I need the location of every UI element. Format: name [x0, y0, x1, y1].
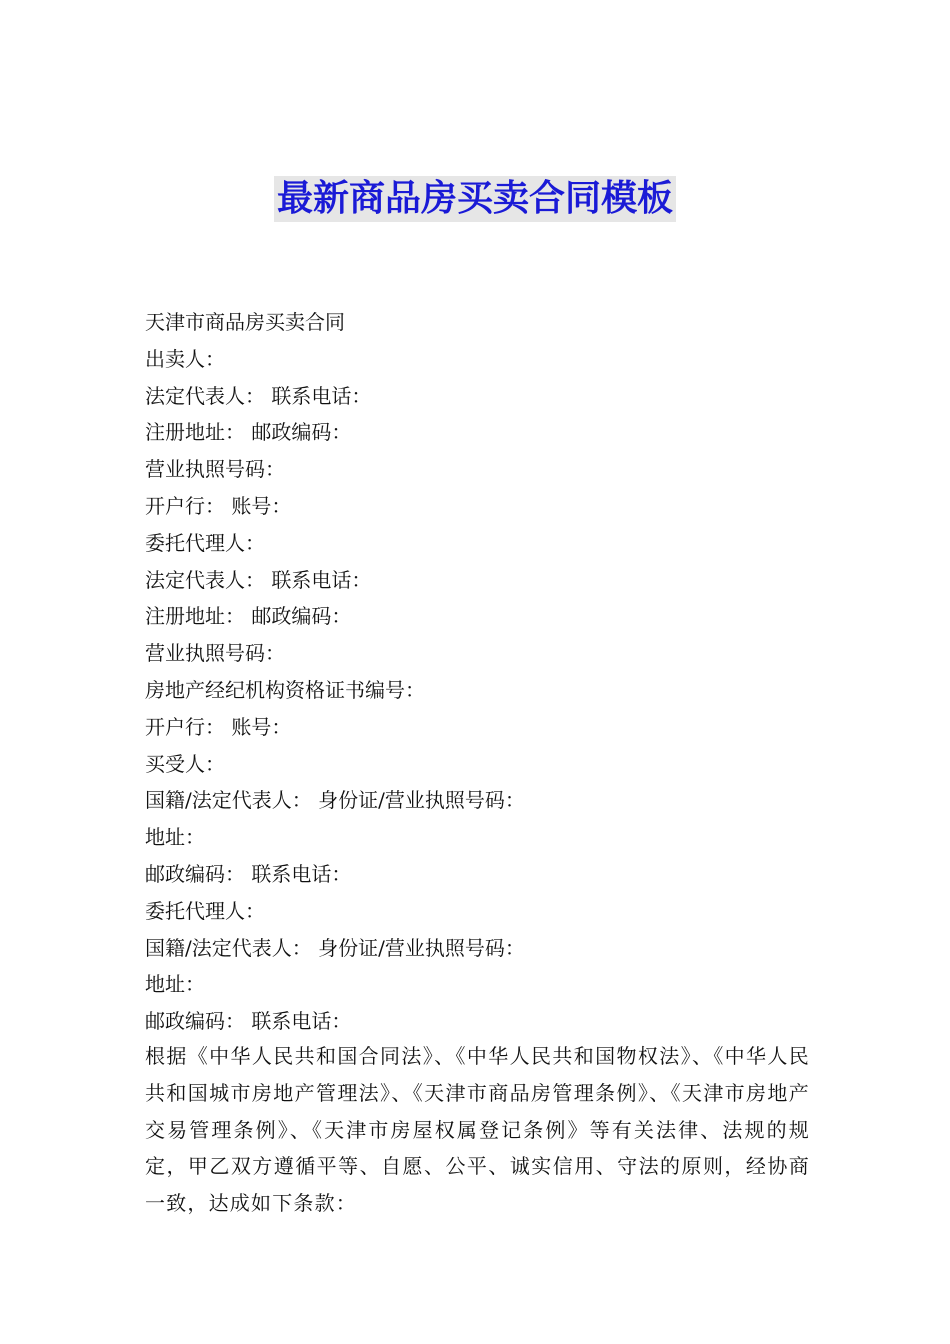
seller-legal-rep-line: 法定代表人： 联系电话：	[145, 383, 372, 408]
title-container	[0, 176, 950, 222]
buyer-agent-address-line: 地址：	[145, 972, 205, 997]
agent-address-line: 注册地址： 邮政编码：	[145, 604, 352, 629]
agent-legal-rep-line: 法定代表人： 联系电话：	[145, 567, 372, 592]
buyer-label: 买受人：	[145, 751, 225, 776]
agent-license-line: 营业执照号码：	[145, 641, 285, 666]
buyer-postcode-line: 邮政编码： 联系电话：	[145, 861, 352, 886]
buyer-agent-postcode-line: 邮政编码： 联系电话：	[145, 1009, 352, 1034]
document-title: 最新商品房买卖合同模板	[274, 176, 676, 222]
seller-label: 出卖人：	[145, 346, 225, 371]
seller-bank-line: 开户行： 账号：	[145, 493, 292, 518]
contract-heading: 天津市商品房买卖合同	[145, 310, 345, 334]
agent-bank-line: 开户行： 账号：	[145, 714, 292, 739]
agent-certificate-line: 房地产经纪机构资格证书编号：	[145, 677, 425, 702]
legal-basis-paragraph: 根据《中华人民共和国合同法》、《中华人民共和国物权法》、《中华人民共和国城市房地产管理法》、《天津市商品房管理条例》、《天津市房地产交易管理条例》、《天津市房屋权属登记条例》等有关法律、法规的规定，甲乙双方遵循平等、自愿、公平、诚实信用、守法的原则，经协商一致，达成如下条款：	[145, 1044, 810, 1216]
seller-license-line: 营业执照号码：	[145, 457, 285, 482]
buyer-agent-label: 委托代理人：	[145, 898, 265, 923]
buyer-agent-id-line: 国籍/法定代表人： 身份证/营业执照号码：	[145, 935, 525, 960]
agent-label: 委托代理人：	[145, 530, 265, 555]
buyer-id-line: 国籍/法定代表人： 身份证/营业执照号码：	[145, 788, 525, 813]
seller-address-line: 注册地址： 邮政编码：	[145, 420, 352, 445]
buyer-address-line: 地址：	[145, 825, 205, 850]
contract-fields	[145, 304, 810, 1040]
